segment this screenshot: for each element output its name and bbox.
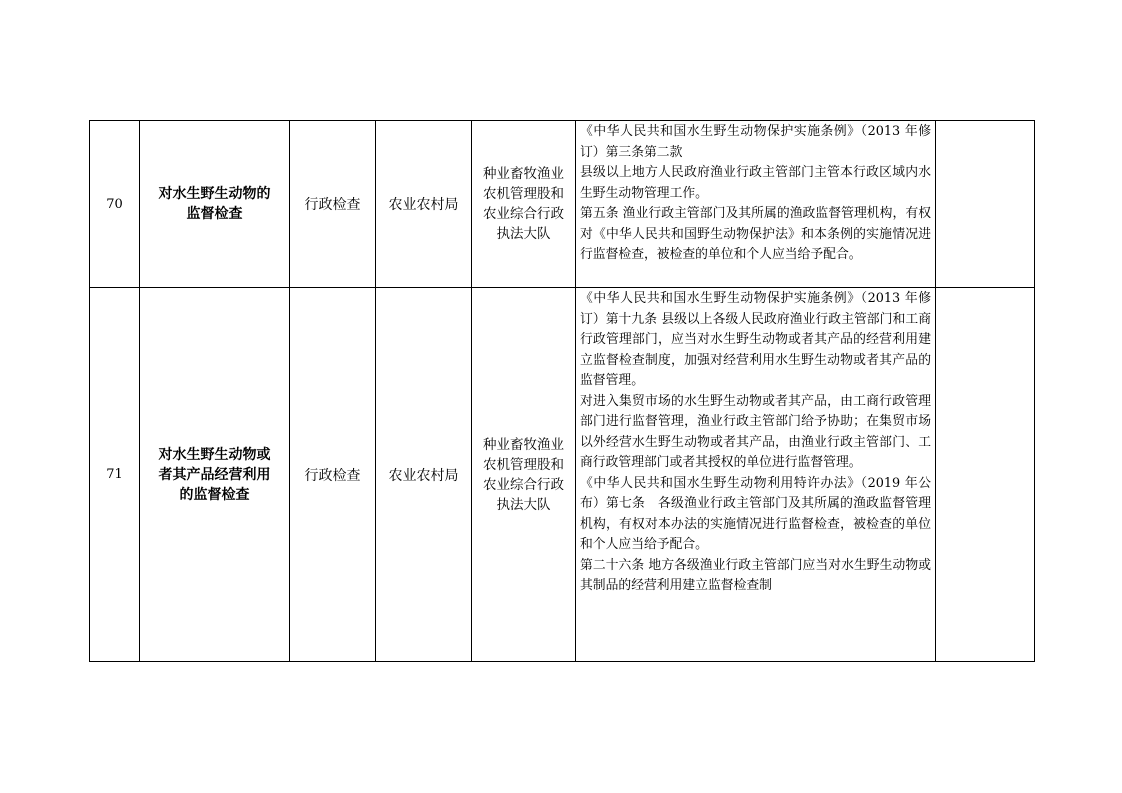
item-type: 行政检查	[290, 288, 376, 662]
department: 农业农村局	[376, 121, 472, 288]
basis-paragraph: 《中华人民共和国水生野生动物利用特许办法》（2019 年公布）第七条 各级渔业行政主管部门及其所属的渔政监督管理机构，有权对本办法的实施情况进行监督检查，被检查的单位和个人应当给予配合。	[580, 475, 931, 552]
legal-basis	[576, 121, 936, 288]
basis-paragraph: 《中华人民共和国水生野生动物保护实施条例》（2013 年修订）第三条第二款	[580, 124, 931, 160]
department: 农业农村局	[376, 288, 472, 662]
basis-paragraph: 第二十六条 地方各级渔业行政主管部门应当对水生野生动物或其制品的经营利用建立监督检查制	[580, 557, 931, 593]
basis-paragraph: 对进入集贸市场的水生野生动物或者其产品，由工商行政管理部门进行监督管理，渔业行政主管部门给予协助；在集贸市场以外经营水生野生动物或者其产品，由渔业行政主管部门、工商行政管理部门或者其授权的单位进行监督管理。	[580, 393, 931, 470]
row-number: 71	[90, 288, 140, 662]
table-row	[90, 121, 1035, 288]
basis-paragraph: 《中华人民共和国水生野生动物保护实施条例》（2013 年修订）第十九条 县级以上各级人民政府渔业行政主管部门和工商行政管理部门，应当对水生野生动物或者其产品的经营利用建立监督检查制度，加强对经营利用水生野生动物或者其产品的监督管理。	[580, 291, 931, 388]
responsible-unit: 种业畜牧渔业农机管理股和农业综合行政执法大队	[472, 121, 576, 288]
item-name: 对水生野生动物的监督检查	[140, 121, 290, 288]
row-number: 70	[90, 121, 140, 288]
table-row	[90, 288, 1035, 662]
note-cell	[936, 288, 1035, 662]
basis-paragraph: 县级以上地方人民政府渔业行政主管部门主管本行政区域内水生野生动物管理工作。	[580, 165, 931, 201]
responsible-unit: 种业畜牧渔业农机管理股和农业综合行政执法大队	[472, 288, 576, 662]
item-name: 对水生野生动物或者其产品经营利用的监督检查	[140, 288, 290, 662]
note-cell	[936, 121, 1035, 288]
legal-basis	[576, 288, 936, 662]
regulation-table	[89, 120, 1035, 662]
basis-paragraph: 第五条 渔业行政主管部门及其所属的渔政监督管理机构，有权对《中华人民共和国野生动物保护法》和本条例的实施情况进行监督检查，被检查的单位和个人应当给予配合。	[580, 206, 931, 262]
item-type: 行政检查	[290, 121, 376, 288]
